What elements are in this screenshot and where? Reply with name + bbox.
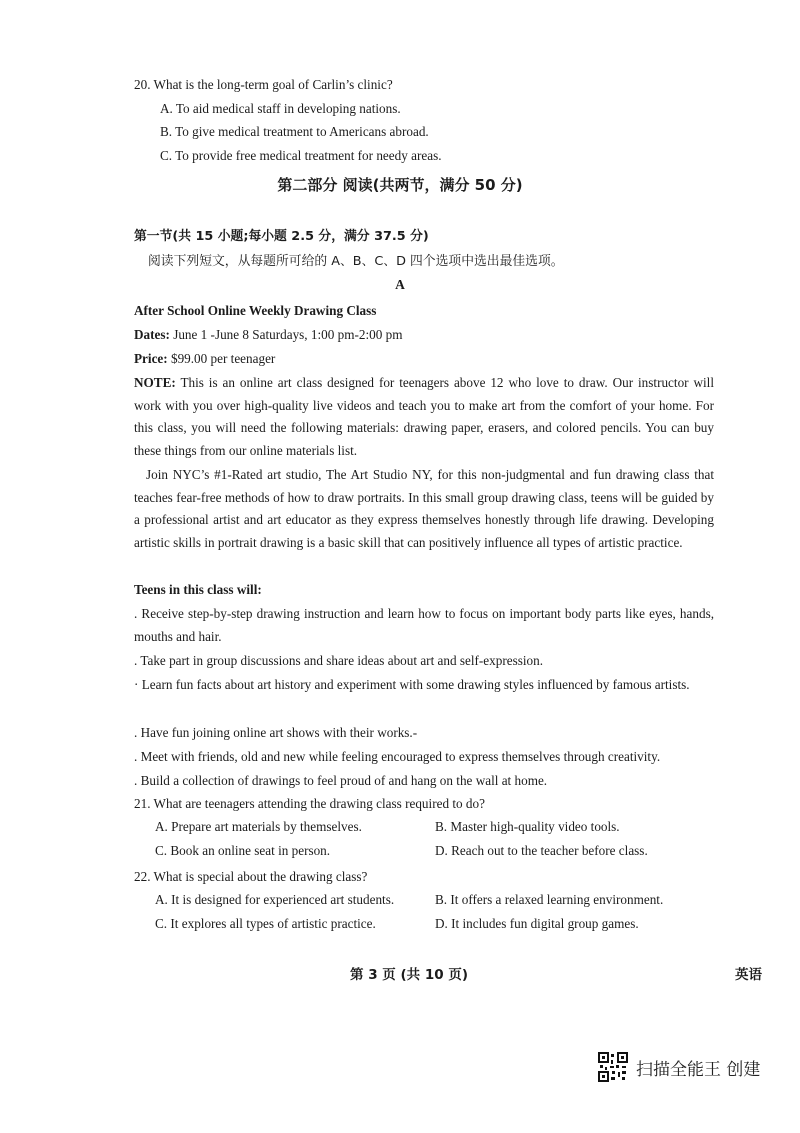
question-20-stem: 20. What is the long-term goal of Carlin’s clinic?: [134, 77, 393, 92]
question-22-options: [155, 888, 715, 936]
bullet-item: . Build a collection of drawings to feel proud of and hang on the wall at home.: [134, 773, 548, 788]
price-label: Price:: [134, 351, 168, 366]
page-number: 第 3 页 (共 10 页): [350, 967, 469, 983]
bullet-item: . Have fun joining online art shows with their works.-: [134, 725, 418, 740]
question-21-option-b: B. Master high-quality video tools.: [435, 819, 620, 834]
question-20-option-b: B. To give medical treatment to Americans abroad.: [160, 124, 429, 139]
subject-label: 英语: [735, 967, 762, 983]
scanner-watermark: [598, 1052, 760, 1082]
question-22-stem: 22. What is special about the drawing class?: [134, 869, 368, 884]
section-one-instruction: 阅读下列短文，从每题所可给的 A、B、C、D 四个选项中选出最佳选项。: [148, 254, 564, 269]
dates-label: Dates:: [134, 327, 170, 342]
price-value: $99.00 per teenager: [167, 351, 276, 366]
dates-value: June 1 -June 8 Saturdays, 1:00 pm-2:00 pm: [169, 327, 403, 342]
passage-dates: [134, 326, 402, 344]
passage-price: [134, 350, 275, 368]
bullet-item: · Learn fun facts about art history and experiment with some drawing styles influenced by famous artists.: [134, 677, 690, 692]
qr-code-icon: [598, 1052, 628, 1082]
question-22-option-b: B. It offers a relaxed learning environment.: [435, 892, 664, 907]
passage-title: After School Online Weekly Drawing Class: [134, 303, 377, 318]
note-text: This is an online art class designed for teenagers above 12 who love to draw. Our instructor will work with you over high-quality live videos and teach you to make art from the comfort of your home. For this class, you will need the following materials: drawing paper, erasers, and colored pencils. You can buy these things from our online materials list.: [134, 375, 714, 458]
teens-heading: Teens in this class will:: [134, 582, 262, 597]
question-21-option-c: C. Book an online seat in person.: [155, 843, 331, 858]
question-22-option-a: A. It is designed for experienced art students.: [155, 892, 395, 907]
question-22-option-d: D. It includes fun digital group games.: [435, 916, 639, 931]
note-paragraph: [134, 372, 714, 462]
question-21-option-d: D. Reach out to the teacher before class.: [435, 843, 648, 858]
question-21-option-a: A. Prepare art materials by themselves.: [155, 819, 362, 834]
bullet-item: . Meet with friends, old and new while feeling encouraged to express themselves through creativity.: [134, 749, 661, 764]
question-21-options: [155, 815, 715, 863]
bullet-item: . Receive step-by-step drawing instruction and learn how to focus on important body parts like eyes, hands, mouths and hair.: [134, 606, 714, 644]
part-two-title: 第二部分 阅读(共两节，满分 50 分): [277, 176, 523, 194]
section-one-heading: 第一节(共 15 小题;每小题 2.5 分，满分 37.5 分): [134, 229, 429, 244]
bullet-item: . Take part in group discussions and share ideas about art and self-expression.: [134, 653, 544, 668]
question-20-option-c: C. To provide free medical treatment for needy areas.: [160, 148, 442, 163]
watermark-text: 扫描全能王 创建: [636, 1059, 761, 1080]
question-20-option-a: A. To aid medical staff in developing nations.: [160, 101, 401, 116]
question-21-stem: 21. What are teenagers attending the drawing class required to do?: [134, 796, 485, 811]
note-label: NOTE:: [134, 375, 176, 390]
passage-label: A: [395, 277, 405, 292]
question-22-option-c: C. It explores all types of artistic practice.: [155, 916, 376, 931]
intro-paragraph: Join NYC’s #1-Rated art studio, The Art Studio NY, for this non-judgmental and fun drawing class that teaches fear-free methods of how to draw portraits. In this small group drawing class, teens will be guided by a professional artist and art educator as they express themselves honestly through life drawing. Developing artistic skills in portrait drawing is a basic skill that can positively influence all types of artistic practice.: [134, 467, 714, 550]
